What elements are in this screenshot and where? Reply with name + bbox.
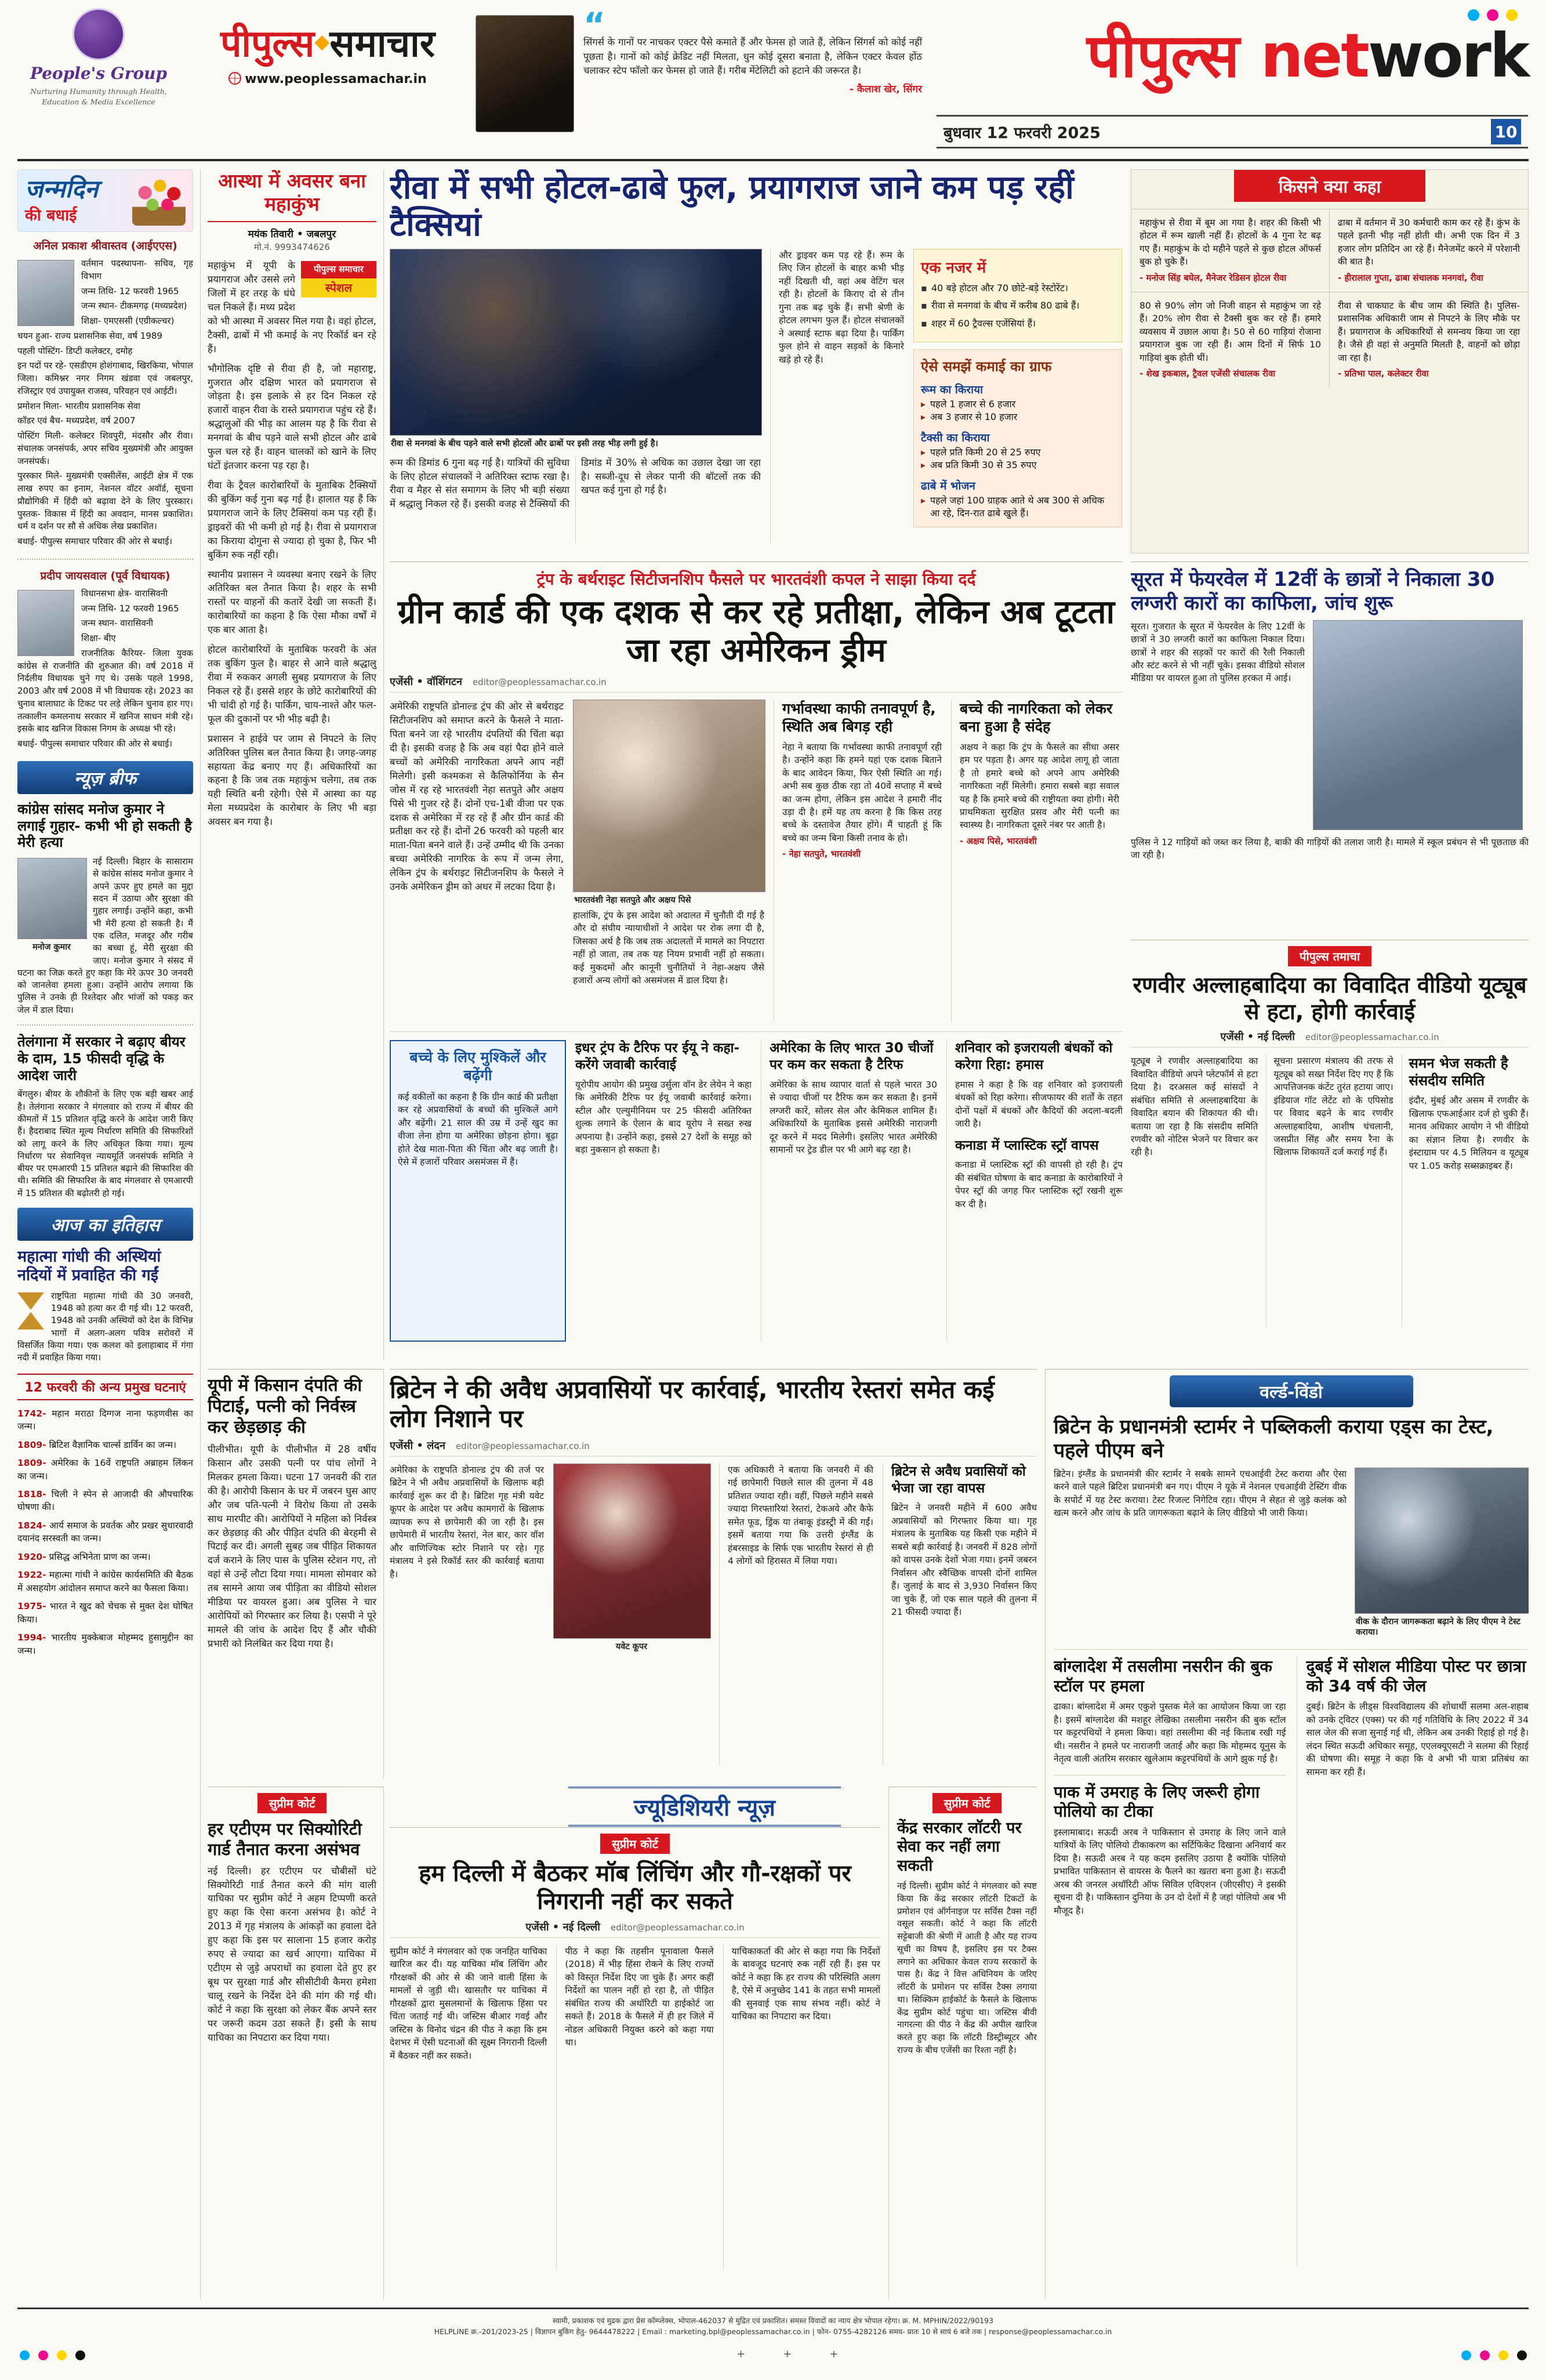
bangladesh-body: ढाका। बांग्लादेश में अमर एकुशे पुस्तक मेले का आयोजन किया जा रहा है। इसमें बांग्लादेश की मशहूर लेखिका तसलीमा नसरीन की बुक स्टॉल पर कट्टरपंथियों ने हमला किया। वहां तसलीमा की नई किताब रखी गई थी। नसरीन ने हमले पर नाराजगी जताई और कहा कि मोहम्मद यूनुस के नेतृत्व वाली अंतरिम सरकार खुलेआम कट्टरपंथियों के आगे झुक गई है।: [1054, 1701, 1286, 1765]
mahakumbh-byline: मयंक तिवारी • जबलपुर: [248, 229, 336, 241]
black-dot-icon: [1517, 2350, 1527, 2360]
related-item-body: हमास ने कहा है कि वह शनिवार को इजरायली बंधकों को रिहा करेगा। सीजफायर की शर्तों के तहत दोनों पक्षों में बंधकों और कैदियों की अदला-बदली जारी है।: [955, 1079, 1123, 1129]
footer-line-1: स्वामी, प्रकाशक एवं मुद्रक द्वारा प्रेस कॉम्प्लेक्स, भोपाल-462037 से मुद्रित एवं प्रकाशित। समस्त विवादों का न्याय क्षेत्र भोपाल रहेगा। क्र. M. MPHIN/2022/90193: [552, 2316, 994, 2325]
group-emblem-icon: [72, 8, 125, 60]
starmer-headline: ब्रिटेन के प्रधानमंत्री स्टार्मर ने पब्लिकली कराया एड्स का टेस्ट, पहले पीएम बने: [1054, 1415, 1494, 1462]
history-headline: महात्मा गांधी की अस्थियां नदियों में प्रवाहित की गईं: [17, 1248, 161, 1285]
issue-date: बुधवार 12 फरवरी 2025: [943, 124, 1101, 142]
special-badge: [301, 261, 376, 298]
judiciary-section-header: [568, 1787, 841, 1820]
surat-body-1: सूरत। गुजरात के सूरत में फेयरवेल के लिए 12वीं के छात्रों ने 30 लग्जरी कारों का काफिला निकाल दिया। छात्रों ने शहर की सड़कों पर कारों की रैली निकाली और स्टंट करने से भी नहीं चूके। इसका वीडियो सोशल मीडिया पर वायरल हुआ तो पुलिस हरकत में आई।: [1131, 621, 1305, 684]
birthday-detail: विधानसभा क्षेत्र- वारासिवनी: [81, 588, 168, 599]
cyan-dot-icon: [1461, 2350, 1471, 2360]
portrait-caption: मनोज कुमार: [32, 943, 71, 952]
singer-quote-text: सिंगर्स के गानों पर नाचकर एक्टर पैसे कमाते हैं और फेमस हो जाते हैं, लेकिन सिंगर्स को कोई नहीं पूछता है। गानों को कोई क्रेडिट नहीं मिलता, धुन कोई दूसरा बनाता है, लेकिन एक्टर केवल होंठ चलाकर स्टेप फॉलो कर फेमस हो जाते हैं। गरीब मेंटेलिटी को हटाने की जरूरत है।: [583, 36, 922, 77]
sub-attribution: - अक्षय पिसे, भारतवंशी: [960, 835, 1037, 846]
quote-text: 80 से 90% लोग जो निजी वाहन से महाकुंभ जा रहे हैं। 20% लोग रीवा से टैक्सी बुक कर रहे हैं। हमारे व्यवसाय में उछाल आया है। 50 से 60 गाड़ियां रोजाना प्रयागराज बुक जा रही हैं। आम दिनों में सिर्फ 10 गाड़ियां बुक होती थीं।: [1139, 300, 1321, 363]
child-difficulties-box: [390, 1040, 566, 1342]
graph-title: ऐसे समझें कमाई का ग्राफ: [921, 358, 1052, 375]
birthday-card: [17, 568, 193, 753]
history-event: [17, 1519, 193, 1545]
history-event: [17, 1439, 193, 1451]
britain-article: [390, 1369, 1037, 1778]
rewa-headline: रीवा में सभी होटल-ढाबे फुल, प्रयागराज जाने कम पड़ रहीं टैक्सियां: [390, 169, 1074, 244]
birthday-detail: चयन हुआ- राज्य प्रशासनिक सेवा, वर्ष 1989: [17, 330, 162, 341]
black-dot-icon: [75, 2350, 85, 2360]
divider: [17, 559, 193, 560]
britain-body-2: एक अधिकारी ने बताया कि जनवरी में की गई छापेमारी पिछले साल की तुलना में 48 प्रतिशत ज्यादा रही। वहीं, पिछले महीने सबसे ज्यादा गिरफ्तारियां रेस्तरां, टेकअवे और कैफे समेत फूड, ड्रिंक या तंबाकू इंडस्ट्री में की गईं। इसमें बताया गया कि उत्तरी इंग्लैंड के हंबरसाइड के सिर्फ एक भारतीय रेस्तरां से ही 4 लोगों को हिरासत में लिया गया।: [719, 1463, 873, 1765]
world-window-section: [1045, 1369, 1529, 2299]
cmyk-strip-right: [1461, 2349, 1533, 2360]
mob-lynching-article: [390, 1827, 880, 2299]
paper-logo: [191, 23, 464, 151]
pak-headline: पाक में उमराह के लिए जरूरी होगा पोलियो का टीका: [1054, 1782, 1260, 1821]
graph-line: ▸ पहले 1 हजार से 6 हजार: [921, 398, 1115, 411]
birthday-title-1: जन्मदिन: [25, 174, 99, 203]
registration-mark: +: [736, 2348, 746, 2360]
rewa-body-2: रूम की डिमांड 6 गुना बढ़ गई है। यात्रियों की सुविधा के लिए होटल संचालकों ने अतिरिक्त स्टाफ रखा है। रीवा व मैहर से संत समागम के लिए भी बड़ी संख्या में श्रद्धालु निकल रहे हैं। इसकी वजह से टैक्सियों की डिमांड में 30% से अधिक का उछाल देखा जा रहा है। सब्जी-दूध से लेकर पानी की बॉटलों तक की खपत कई गुना हो गई है।: [390, 457, 761, 510]
manoj-kumar-portrait: [17, 858, 87, 939]
starmer-test-photo: [1355, 1468, 1529, 1614]
left-column: [17, 169, 201, 2299]
birthday-detail: शिक्षा- बीए: [81, 633, 116, 643]
related-item-body: यूरोपीय आयोग की प्रमुख उर्सुला वॉन डेर लेयेन ने कहा कि अमेरिकी टैरिफ पर ईयू जवाबी कार्रवाई करेगा। स्टील और एल्युमीनियम पर 25 फीसदी अतिरिक्त शुल्क लगाने के ऐलान के बाद यूरोप ने सख्त रुख अपनाया है। उन्होंने कहा, इससे 27 देशों के समूह को बड़ा नुकसान हो सकता है।: [575, 1079, 752, 1155]
luxury-cars-photo: [1313, 620, 1523, 830]
birthday-detail: राजनीतिक कैरियर- जिला युवक कांग्रेस से राजनीति की शुरुआत की। वर्ष 2018 में निर्दलीय विधायक चुने गए थे। उसके पहले 1998, 2003 और वर्ष 2008 में भी विधायक रहे। 2023 का चुनाव बालाघाट के टिकट पर लड़े लेकिन चुनाव हार गए। तत्कालीन कमलनाथ सरकार में खनिज साधन मंत्री रहे। इसके बाद खनिज विकास निगम के अध्यक्ष भी रहे।: [17, 647, 193, 734]
birthday-person-photo: [17, 260, 74, 326]
brief-headline: कांग्रेस सांसद मनोज कुमार ने लगाई गुहार- कभी भी हो सकती है मेरी हत्या: [17, 800, 193, 851]
graph-line: ▸ अब प्रति किमी 30 से 35 रुपए: [921, 459, 1115, 472]
special-badge-top: पीपुल्स समाचार: [301, 261, 376, 278]
mahakumbh-body: होटल कारोबारियों के मुताबिक फरवरी के अंत तक बुकिंग फुल है। बाहर से आने वाले श्रद्धालु रीवा में रुककर अगली सुबह प्रयागराज के लिए निकल रहे हैं। इससे शहर के छोटे कारोबारियों की भी चांदी हो गई है। पार्किंग, चाय-नाश्ते और फल-फूल की दुकानों पर भी भीड़ बढ़ी है।: [208, 644, 376, 724]
cmyk-strip-left: [20, 2349, 91, 2360]
at-a-glance-box: [913, 249, 1122, 342]
graph-line: ▸ अब 3 हजार से 10 हजार: [921, 411, 1115, 423]
brief-body: बेंगलुरु। बीयर के शौकीनों के लिए एक बड़ी खबर आई है। तेलंगाना सरकार ने मंगलवार को राज्य में बीयर की कीमतों में 15 प्रतिशत वृद्धि करने के आदेश जारी किए हैं। हैदराबाद स्थित मूल्य निर्धारण समिति की सिफारिशों को लागू करने के लिए अधिकृत किया गया। मूल्य निर्धारण पर सेवानिवृत्त न्यायमूर्ति जनसंपर्क समिति ने बीयर पर एमआरपी 15 प्रतिशत बढ़ाने की सिफारिश की थी। समिति की सिफारिश के बाद मंगलवार से एमआरपी में 15 प्रतिशत की बढ़ोतरी हो गई।: [17, 1089, 193, 1198]
pak-body: इस्लामाबाद। सऊदी अरब ने पाकिस्तान से उमराह के लिए जाने वाले यात्रियों के लिए पोलियो टीकाकरण का सर्टिफिकेट दिखाना अनिवार्य कर दिया है। सऊदी अरब ने यह कदम इसलिए उठाया है क्योंकि पोलियो प्रभावित पाकिस्तान से वायरस के फैलने का खतरा बना हुआ है। सऊदी अरब की जनरल अथॉरिटी ऑफ सिविल एविएशन (जीएसीए) ने इसकी सूचना दी है। पाकिस्तान दुनिया के उन दो देशों में है जहां पोलियो अब भी मौजूद है।: [1054, 1827, 1286, 1916]
mob-email[interactable]: editor@peoplessamachar.co.in: [610, 1922, 745, 1933]
birthday-detail: प्रमोशन मिला- भारतीय प्रशासनिक सेवा: [17, 400, 140, 411]
page-number-badge: 10: [1491, 119, 1521, 144]
history-subsection-title: 12 फरवरी की अन्य प्रमुख घटनाएं: [17, 1374, 193, 1400]
green-card-headline: ग्रीन कार्ड की एक दशक से कर रहे प्रतीक्षा, लेकिन अब टूटता जा रहा अमेरिकन ड्रीम: [397, 593, 1115, 670]
event-year: 1922-: [17, 1570, 46, 1581]
event-text: महात्मा गांधी ने कांग्रेस कार्यसमिति की बैठक में असहयोग आंदोलन समाप्त करने का फैसला किया।: [17, 1570, 193, 1593]
britain-photo-cell: [553, 1463, 710, 1765]
related-item-body: अमेरिका के साथ व्यापार वार्ता से पहले भारत 30 से ज्यादा चीजों पर टैरिफ कम कर सकता है। इनमें लग्जरी कारें, सोलर सेल और केमिकल शामिल हैं। अधिकारियों के मुताबिक इससे अमेरिकी नाराजगी दूर करने में मदद मिलेगी। इसलिए भारत अमेरिकी सामानों पर ट्रेड डील पर भी आगे बढ़ रहा है।: [770, 1079, 937, 1155]
yellow-dot-icon: [1498, 2350, 1508, 2360]
hourglass-icon: [17, 1292, 44, 1330]
birthday-detail: जन्म स्थान- वारासिवनी: [81, 618, 153, 629]
quote-card: [1131, 292, 1330, 387]
green-card-byline: एजेंसी • वॉशिंगटन: [390, 676, 462, 689]
ranveer-body-2: सूचना प्रसारण मंत्रालय की तरफ से यूट्यूब को सख्त निर्देश दिए गए हैं कि आपत्तिजनक कंटेंट तुरंत हटाया जाए। इंडियाज गॉट लेटेंट शो के एपिसोड पर विवाद बढ़ने के बाद रणवीर अल्लाहबादिया, आशीष चंचलानी, जसप्रीत सिंह और समय रैना के खिलाफ शिकायतें दर्ज कराई गई हैं।: [1266, 1055, 1393, 1327]
singer-attribution: - कैलाश खेर, सिंगर: [849, 84, 922, 96]
history-event: [17, 1407, 193, 1433]
history-event: [17, 1631, 193, 1657]
ranveer-email[interactable]: editor@peoplessamachar.co.in: [1305, 1032, 1439, 1043]
event-text: चिली ने स्पेन से आजादी की औपचारिक घोषणा की।: [17, 1488, 193, 1513]
mahakumbh-body: महाकुंभ में यूपी के प्रयागराज और उससे लगे जिलों में हर तरह के धंधे चल निकले हैं। मध्य प्रदेश को भी आस्था में अवसर मिल गया है। वहां होटल, टैक्सी, ढाबों में भी कमाई के नए रिकॉर्ड बन रहे हैं।: [208, 260, 376, 354]
quote-card: [1131, 209, 1330, 292]
masthead-work: work: [1368, 20, 1528, 91]
box-body: कई वकीलों का कहना है कि ग्रीन कार्ड की प्रतीक्षा कर रहे अप्रवासियों के बच्चों की मुश्किलें आगे और बढ़ेंगी। 21 साल की उम्र में उन्हें खुद का वीजा लेना होगा या अमेरिका छोड़ना होगा। बूढ़ा होते देख माता-पिता की चिंता और बढ़ जाती है। ऐसे में हजारों परिवार असमंजस में हैं।: [398, 1091, 558, 1167]
mahakumbh-article: [208, 169, 384, 1360]
history-body: राष्ट्रपिता महात्मा गांधी की 30 जनवरी, 1948 को हत्या कर दी गई थी। 12 फरवरी, 1948 को उनकी अस्थियों को देश के विभिन्न भागों में अलग-अलग पवित्र सरोवरों में विसर्जित किया गया। एक कलश को इलाहाबाद में गंगा नदी में प्रवाहित किया गया।: [17, 1290, 193, 1363]
yvette-photo-caption: यवेट कूपर: [615, 1642, 648, 1651]
event-year: 1809-: [17, 1458, 46, 1469]
related-item-headline: शनिवार को इजरायली बंधकों को करेगा रिहा: हमास: [955, 1041, 1113, 1073]
birthday-detail: इन पदों पर रहे- एसडीएम होशंगाबाद, खिरकिया, भोपाल जिला। कमिश्नर नगर निगम खंडवा एवं जबलपुर, रजिस्ट्रार एवं उपायुक्त राजस्व, परिवहन एवं आईटी।: [17, 360, 193, 396]
ranveer-article: [1131, 940, 1529, 1360]
green-card-para-2: हालांकि, ट्रंप के इस आदेश को अदालत में चुनौती दी गई है और दो संघीय न्यायाधीशों ने आदेश पर रोक लगा दी है, जिसका अर्थ है कि जब तक अदालतों में मामले का निपटारा नहीं हो जाता, तब तक यह नियम प्रभावी नहीं हो सकता। कई मुकदमों और कानूनी चुनौतियों ने नेहा-अक्षय जैसे हजारों अन्य लोगों को असमंजस में डाल दिया है।: [573, 910, 764, 986]
judiciary-title: ज्यूडिशियरी न्यूज़: [568, 1787, 841, 1827]
atm-headline: हर एटीएम पर सिक्योरिटी गार्ड तैनात करना असंभव: [208, 1819, 362, 1859]
event-text: ब्रिटिश वैज्ञानिक चार्ल्स डार्विन का जन्म।: [49, 1439, 177, 1450]
event-text: भारतीय मुक्केबाज मोहम्मद हुसामुद्दीन का जन्म।: [17, 1632, 193, 1656]
rewa-article: [390, 169, 1123, 553]
pak-article: [1054, 1775, 1286, 1917]
website-link[interactable]: www.peoplessamachar.in: [245, 71, 427, 86]
event-text: अमेरिका के 16वें राष्ट्रपति अब्राहम लिंकन का जन्म।: [17, 1458, 193, 1481]
birthday-person-name: प्रदीप जायसवाल (पूर्व विधायक): [40, 569, 170, 582]
graph-line: ▸ पहले जहां 100 ग्राहक आते थे अब 300 से अधिक आ रहे, दिन-रात ढाबे खुले हैं।: [921, 494, 1115, 520]
birthday-person-photo: [17, 590, 74, 656]
paper-name-2: समाचार: [329, 23, 435, 66]
masthead-hindi: पीपुल्स: [1086, 20, 1240, 91]
footer-imprint: [116, 2316, 1430, 2338]
who-said-what-box: [1131, 169, 1529, 553]
event-text: महान मराठा दिग्गज नाना फड़णवीस का जन्म।: [17, 1408, 193, 1432]
news-brief-item: [17, 1034, 193, 1200]
starmer-photo-caption: वीक के दौरान जागरूकता बढ़ाने के लिए पीएम ने टेस्ट कराया।: [1356, 1617, 1520, 1638]
footer-rule: [17, 2307, 1529, 2309]
yellow-dot-icon: [57, 2350, 67, 2360]
history-event: [17, 1600, 193, 1626]
box-title: बच्चे के लिए मुश्किलें और बढ़ेंगी: [409, 1049, 546, 1084]
britain-email[interactable]: editor@peoplessamachar.co.in: [455, 1440, 590, 1451]
mahakumbh-body: स्थानीय प्रशासन ने व्यवस्था बनाए रखने के लिए अतिरिक्त बल तैनात किया है। शहर के सभी रास्तों पर वाहनों की कतारें देखी जा सकती हैं। कारोबारियों का कहना है कि ऐसा मौका वर्षों में एक बार आता है।: [208, 568, 376, 636]
earnings-graph-box: [913, 349, 1122, 527]
atm-article: [208, 1787, 384, 2299]
header-rule: [17, 159, 1529, 161]
registration-mark: +: [829, 2348, 839, 2360]
birthday-detail: पुरस्कार मिले- मुख्यमंत्री एक्सीलेंस, आईटी क्षेत्र में एक लाख रुपए का इनाम, नेशनल वॉटर अवॉर्ड, सूचना प्रौद्योगिकी में हिंदी को बढ़ावा देने के लिए पुरस्कार। पुस्तक- विकास में हिंदी का अवदान, मानस प्रकाशित। धर्म व दर्शन पर सौ से अधिक लेख प्रकाशित।: [17, 470, 193, 532]
supreme-court-badge: सुप्रीम कोर्ट: [600, 1834, 670, 1854]
supreme-court-badge: सुप्रीम कोर्ट: [257, 1793, 327, 1813]
couple-photo-caption: भारतवंशी नेहा सतपुते और अक्षय पिसे: [574, 896, 691, 905]
mahakumbh-body: रीवा के ट्रैवल कारोबारियों के मुताबिक टैक्सियों की बुकिंग कई गुना बढ़ गई है। हालात यह हैं कि प्रयागराज जाने के लिए टैक्सियां कम पड़ रही हैं। ड्राइवरों की भी कमी हो गई है। रीवा से प्रयागराज का किराया दोगुना से ज्यादा हो चुका है, फिर भी बुकिंग रुक नहीं रही।: [208, 480, 376, 560]
graph-section-title: टैक्सी का किराया: [921, 431, 990, 444]
singer-photo: [476, 15, 574, 132]
starmer-article: [1054, 1415, 1529, 1641]
surat-article: [1131, 562, 1529, 933]
graph-line: ▸ पहले प्रति किमी 20 से 25 रुपए: [921, 446, 1115, 459]
surat-body-2: पुलिस ने 12 गाड़ियों को जब्त कर लिया है, बाकी की गाड़ियों की तलाश जारी है। मामले में स्कूल प्रबंधन से भी पूछताछ की जा रही है।: [1131, 836, 1529, 861]
ranveer-byline: एजेंसी • नई दिल्ली: [1220, 1031, 1295, 1044]
britain-byline: एजेंसी • लंदन: [390, 1439, 445, 1452]
green-card-email[interactable]: editor@peoplessamachar.co.in: [472, 677, 607, 688]
paper-name-1: पीपुल्स: [220, 23, 315, 66]
related-item-body: कनाडा में प्लास्टिक स्ट्रॉ की वापसी हो रही है। ट्रंप की संबंधित घोषणा के बाद कनाडा के कारोबारियों ने पेपर स्ट्रॉ की जगह फिर प्लास्टिक स्ट्रॉ रखनी शुरू कर दी है।: [955, 1160, 1123, 1209]
graph-section-title: रूम का किराया: [921, 383, 984, 396]
mahakumbh-phone: मो.नं. 9993474626: [254, 242, 330, 253]
birthday-detail: बधाई- पीपुल्स समाचार परिवार की ओर से बधाई।: [17, 536, 173, 546]
birthday-detail: जन्म स्थान- टीकमगढ़ (मध्यप्रदेश): [81, 300, 187, 311]
registration-marks: [719, 2348, 855, 2360]
birthday-detail: जन्म तिथि- 12 फरवरी 1965: [81, 285, 179, 296]
birthday-section-header: [17, 169, 193, 232]
masthead-net: net: [1260, 20, 1369, 91]
glance-item: ▪ शहर में 60 ट्रैवल्स एजेंसियां हैं।: [921, 317, 1115, 330]
dubai-headline: दुबई में सोशल मीडिया पोस्ट पर छात्रा को 34 वर्ष की जेल: [1306, 1657, 1526, 1696]
glance-title: एक नजर में: [921, 259, 986, 277]
event-year: 1994-: [17, 1632, 46, 1643]
mahakumbh-headline: आस्था में अवसर बना महाकुंभ: [208, 169, 376, 222]
event-text: प्रसिद्ध अभिनेता प्राण का जन्म।: [49, 1551, 151, 1562]
mob-body-1: सुप्रीम कोर्ट ने मंगलवार को एक जनहित याचिका खारिज कर दी। यह याचिका मॉब लिंचिंग और गौरक्षकों की ओर से की जाने वाली हिंसा के मामलों से जुड़ी थी। खासतौर पर याचिका में गौरक्षकों द्वारा मुसलमानों के खिलाफ हिंसा पर चिंता जताई गई थी। जस्टिस बीआर गवई और जस्टिस के विनोद चंद्रन की पीठ ने कहा कि हम देशभर में ऐसी घटनाओं की सूक्ष्म निगरानी दिल्ली में बैठकर नहीं कर सकते।: [390, 1946, 547, 2061]
birthday-detail: बधाई- पीपुल्स समाचार परिवार की ओर से बधाई।: [17, 738, 173, 749]
britain-sub-headline: ब्रिटेन से अवैध प्रवासियों को भेजा जा रहा वापस: [891, 1463, 1026, 1496]
diamond-icon: ◆: [314, 30, 330, 53]
quote-text: रीवा से चाकघाट के बीच जाम की स्थिति है। पुलिस-प्रशासनिक अधिकारी जाम से निपटने के लिए मौके पर हैं। प्रयागराज के अधिकारियों से समन्वय किया जा रहा है। जैसे ही वहां से अनुमति मिलती है, वाहनों को छोड़ा जा रहा है।: [1338, 300, 1520, 363]
ranveer-sub-cell: [1402, 1055, 1529, 1327]
hotel-photo-caption: रीवा से मनगवां के बीच पड़ने वाले सभी होटलों और ढाबों पर इसी तरह भीड़ लगी हुई है।: [391, 439, 658, 448]
quote-attribution: - मनोज सिंह बघेल, मैनेजर रेडिसन होटल रीवा: [1139, 272, 1287, 283]
glance-item: ▪ 40 बड़े होटल और 70 छोटे-बड़े रेस्टोरेंट।: [921, 282, 1115, 295]
farmer-headline: यूपी में किसान दंपति की पिटाई, पत्नी को निर्वस्त्र कर छेड़छाड़ की: [208, 1375, 362, 1437]
birthday-detail: जन्म तिथि- 12 फरवरी 1965: [81, 603, 179, 614]
brief-headline: तेलंगाना में सरकार ने बढ़ाए बीयर के दाम, 15 फीसदी वृद्धि के आदेश जारी: [17, 1034, 186, 1084]
history-events-list: [17, 1407, 193, 1658]
event-text: आर्य समाज के प्रवर्तक और प्रखर सुधारवादी दयानंद सरस्वती का जन्म।: [17, 1520, 194, 1544]
cyan-dot-icon: [1468, 9, 1479, 21]
quote-card: [1330, 209, 1528, 292]
britain-sub-body: ब्रिटेन ने जनवरी महीने में 600 अवैध अप्रवासियों को गिरफ्तार किया था। गृह मंत्रालय के मुताबिक यह किसी एक महीने में सबसे बड़ी कार्रवाई है। जनवरी में 828 लोगों को वापस उनके देशों भेजा गया। इनमें जबरन निर्वासन और स्वैच्छिक वापसी दोनों शामिल हैं। जुलाई के बाद से 3,930 निर्वासन किए जा चुके हैं, जो एक साल पहले की तुलना में 21 फीसदी ज्यादा हैं।: [891, 1502, 1037, 1618]
mahakumbh-body: प्रशासन ने हाईवे पर जाम से निपटने के लिए अतिरिक्त पुलिस बल तैनात किया है। जगह-जगह सहायता केंद्र बनाए गए हैं। अधिकारियों का कहना है कि जब तक महाकुंभ चलेगा, तब तक यही स्थिति बनी रहेगी। ऐसे में आस्था का यह मेला मध्यप्रदेश के कारोबार के लिए भी बड़ा अवसर बन गया है।: [208, 733, 376, 828]
farmer-article: [208, 1369, 384, 1778]
quote-card: [1330, 292, 1528, 387]
magenta-dot-icon: [38, 2350, 48, 2360]
bangladesh-headline: बांग्लादेश में तसलीमा नसरीन की बुक स्टॉल पर हमला: [1054, 1657, 1272, 1696]
related-item: [946, 1040, 1123, 1342]
event-year: 1818-: [17, 1488, 46, 1499]
mob-body-2: पीठ ने कहा कि तहसीन पूनावाला फैसले (2018) में भीड़ हिंसा रोकने के लिए राज्यों को विस्तृत निर्देश दिए जा चुके हैं। अगर कहीं निर्देशों का पालन नहीं हो रहा है, तो पीड़ित संबंधित राज्य की अथॉरिटी या हाईकोर्ट जा सकते हैं। 2018 के फैसले में ही हर जिले में नोडल अधिकारी नियुक्त करने को कहा गया था।: [556, 1945, 713, 2270]
event-year: 1809-: [17, 1439, 46, 1450]
green-card-lead: अमेरिकी राष्ट्रपति डोनाल्ड ट्रंप की ओर से बर्थराइट सिटीजनशिप को समाप्त करने के फैसले ने माता-पिता बनने जा रहे भारतीय दंपतियों की चिंता बढ़ा दी है। इसकी वजह है कि अब वहां पैदा होने वाले बच्चों को अमेरिकी नागरिकता अपने आप नहीं मिलेगी। इसी कश्मकश से कैलिफोर्निया के सैन जोस में रह रहे भारतवंशी नेहा सतपुते और अक्षय पिसे भी गुजर रहे हैं। दोनों एच-1बी वीजा पर एक दशक से अमेरिका में रह रहे हैं और ग्रीन कार्ड की प्रतीक्षा कर रहे हैं। दोनों 26 फरवरी को पहली बार माता-पिता बनने वाले हैं। उन्हें उम्मीद थी कि उनका बच्चा अमेरिकी नागरिक के रूप में जन्म लेगा, लेकिन ट्रंप के बर्थराइट सिटीजनशिप के फैसले ने उनके अमेरिकन ड्रीम को अधर में लटका दिया है।: [390, 701, 564, 893]
related-item-headline: इधर ट्रंप के टैरिफ पर ईयू ने कहा- करेंगे जवाबी कार्रवाई: [575, 1041, 740, 1073]
event-year: 1975-: [17, 1601, 46, 1612]
event-text: भारत ने खुद को चेचक से मुक्त देश घोषित किया।: [17, 1601, 193, 1625]
rewa-body-1: और ड्राइवर कम पड़ रहे हैं। रूम के लिए जिन होटलों के बाहर कभी भीड़ नहीं दिखती थी, वहां अब वेटिंग चल रही है। होटलों के किराए दो से तीन गुना तक बढ़ चुके हैं। सभी श्रेणी के होटल लगभग फुल हैं। होटल संचालकों ने अस्थाई स्टाफ बढ़ा दिया है। पार्किंग फुल होने से वाहन सड़कों के किनारे खड़े हो रहे हैं।: [779, 249, 904, 365]
globe-icon: [228, 72, 241, 85]
history-section-header: आज का इतिहास: [17, 1208, 193, 1241]
history-event: [17, 1551, 193, 1563]
peoples-group-logo: [17, 8, 180, 153]
cyan-dot-icon: [20, 2350, 30, 2360]
bangladesh-article: [1054, 1657, 1286, 1766]
related-item: [575, 1040, 752, 1342]
starmer-body: ब्रिटेन। इंग्लैंड के प्रधानमंत्री कीर स्टार्मर ने सबके सामने एचआईवी टेस्ट कराया और ऐसा करने वाले पहले ब्रिटिश प्रधानमंत्री बन गए। पीएम ने यूके में नेशनल एचआईवी टेस्टिंग वीक के सपोर्ट में यह टेस्ट कराया। टेस्ट रिजल्ट निगेटिव रहा। पीएम ने सेहत से जुड़े कलंक को खत्म करने और जांच के प्रति जागरूकता बढ़ाने के लिए वीडियो भी जारी किया।: [1054, 1468, 1347, 1518]
yvette-cooper-photo: [553, 1463, 711, 1639]
divider: [17, 1024, 193, 1026]
group-name: People's Group: [30, 64, 168, 83]
news-brief-section-header: न्यूज़ ब्रीफ: [17, 761, 193, 794]
footer-line-2: HELPLINE क्र.-201/2023-25 | विज्ञापन बुकिंग हेतु- 9644478222 | Email : marketing.bpl@peoplessamachar.co.in | फोन- 0755-4282126 समय- प्रातः 10 से सायं 6 बजे तक | response@peoplessamachar.co.in: [434, 2327, 1112, 2336]
masthead: [937, 9, 1528, 109]
yellow-dot-icon: [1506, 9, 1518, 21]
birthday-detail: वर्तमान पदस्थापना- सचिव, गृह विभाग: [81, 258, 193, 281]
news-brief-item: [17, 801, 193, 1016]
britain-headline: ब्रिटेन ने की अवैध अप्रवासियों पर कार्रवाई, भारतीय रेस्तरां समेत कई लोग निशाने पर: [390, 1375, 995, 1433]
lottery-body: नई दिल्ली। सुप्रीम कोर्ट ने मंगलवार को स्पष्ट किया कि केंद्र सरकार लॉटरी टिकटों के प्रमोशन एवं ऑर्गनाइज पर सर्विस टैक्स नहीं वसूल सकती। कोर्ट ने कहा कि लॉटरी सट्टेबाजी की श्रेणी में आती है और यह राज्य सूची का विषय है, इसलिए इस पर टैक्स लगाने का अधिकार केवल राज्य सरकारों के पास है। केंद्र ने वित्त अधिनियम के जरिए लॉटरी के प्रमोशन पर सर्विस टैक्स लगाया था। सिक्किम हाईकोर्ट के फैसले के खिलाफ केंद्र सुप्रीम कोर्ट पहुंचा था। जस्टिस बीवी नागरत्ना की पीठ ने केंद्र की अपील खारिज करते हुए कहा कि लॉटरी डिस्ट्रीब्यूटर और राज्य के बीच एजेंसी का रिश्ता नहीं है।: [897, 1881, 1037, 2055]
quote-text: ढाबा में वर्तमान में 30 कर्मचारी काम कर रहे हैं। कुंभ के पहले इतनी भीड़ नहीं होती थी। अभी एक दिन में 3 हजार लोग प्रतिदिन आ रहे हैं। मैनेजमेंट करने में परेशानी की बात है।: [1338, 218, 1520, 267]
glance-item: ▪ रीवा से मनगवां के बीच में करीब 80 ढाबे हैं।: [921, 299, 1115, 312]
related-item-headline: अमेरिका के लिए भारत 30 चीजों पर कम कर सकता है टैरिफ: [770, 1041, 934, 1073]
sub-body: अक्षय ने कहा कि ट्रंप के फैसले का सीधा असर हम पर पड़ता है। अगर यह आदेश लागू हो जाता है तो हमारे बच्चे को अपने आप अमेरिकी नागरिकता नहीं मिलेगी। हमारा सबसे बड़ा सवाल यह है कि हमारे बच्चे की राष्ट्रीयता क्या होगी। मेरी प्राथमिकता सुरक्षित प्रसव और मेरी पत्नी का स्वास्थ्य है। नागरिकता दूसरे नंबर पर आती है।: [960, 741, 1119, 831]
mob-body-3: याचिकाकर्ता की ओर से कहा गया कि निर्देशों के बावजूद घटनाएं रुक नहीं रही हैं। इस पर कोर्ट ने कहा कि हर राज्य की परिस्थिति अलग है, ऐसे में अनुच्छेद 141 के तहत सभी मामलों की सुनवाई एक साथ संभव नहीं। कोर्ट ने याचिका का निपटारा कर दिया।: [723, 1945, 880, 2270]
green-card-photo-cell: [573, 700, 764, 1022]
farmer-body: पीलीभीत। यूपी के पीलीभीत में 28 वर्षीय किसान और उसकी पत्नी पर पांच लोगों ने मिलकर हमला किया। घटना 17 जनवरी की रात की है। आरोपी किसान के घर में जबरन घुस आए और जब पति-पत्नी ने विरोध किया तो उसके साथ मारपीट की। आरोपियों ने महिला को निर्वस्त्र कर छेड़छाड़ की और पीड़ित दंपति की बेरहमी से पिटाई कर दी। अगली सुबह जब पीड़ित शिकायत दर्ज कराने के लिए पास के पुलिस स्टेशन गए, तो वहां से उन्हें लौटा दिया गया। मामला सोमवार को तब सामने आया जब पीड़िता का वीडियो सोशल मीडिया पर वायरल हुआ। अब पुलिस ने चार आरोपियों को गिरफ्तार कर लिया है। एसपी ने पूरे मामले की जांच के आदेश दिए हैं और चौकी प्रभारी को निलंबित कर दिया गया है।: [208, 1444, 376, 1649]
supreme-court-badge: सुप्रीम कोर्ट: [932, 1793, 1002, 1813]
history-event: [17, 1568, 193, 1595]
special-badge-bottom: स्पेशल: [301, 278, 376, 298]
history-item: [17, 1248, 193, 1364]
group-tagline: Nurturing Humanity through Health, Education & Media Excellence: [30, 87, 167, 106]
flower-basket-image: [132, 176, 186, 226]
sub-headline: बच्चे की नागरिकता को लेकर बना हुआ है संदेह: [960, 700, 1113, 736]
related-item-headline: कनाडा में प्लास्टिक स्ट्रॉ वापस: [955, 1138, 1099, 1153]
birthday-detail: पोस्टिंग मिली- कलेक्टर शिवपुरी, मंदसौर और रीवा। संचालक जनसंपर्क, अपर सचिव मुख्यमंत्री और आयुक्त जनसंपर्क।: [17, 430, 193, 466]
birthday-detail: कॉडर एवं बैच- मध्यप्रदेश, वर्ष 2007: [17, 415, 136, 426]
dubai-body: दुबई। ब्रिटेन के लीड्स विश्वविद्यालय की शोधार्थी सलमा अल-शहाब को उनके ट्विटर (एक्स) पर की गई गतिविधि के लिए 2022 में 34 साल जेल की सजा सुनाई गई थी, लेकिन अब उनकी रिहाई हो गई है। लंदन स्थित सऊदी अधिकार समूह, एएलक्यूएसटी ने सलमा की रिहाई की घोषणा की। समूह ने कहा कि वे अभी भी यात्रा प्रतिबंध का सामना कर रही हैं।: [1306, 1701, 1529, 1777]
britain-sub-cell: [883, 1463, 1037, 1765]
quote-text: महाकुंभ से रीवा में बूम आ गया है। शहर की किसी भी होटल में रूम खाली नहीं हैं। होटलों के 4 गुना रेट बढ़ गए हैं। महाकुंभ के दो महीने पहले से कुछ होटल ऑफर्स बुक हो चुके हैं।: [1139, 218, 1321, 267]
atm-body: नई दिल्ली। हर एटीएम पर चौबीसों घंटे सिक्योरिटी गार्ड तैनात करने की मांग वाली याचिका पर सुप्रीम कोर्ट ने अहम टिप्पणी करते हुए कहा कि ऐसा करना असंभव है। कोर्ट ने 2013 में गृह मंत्रालय के आंकड़ों का हवाला देते हुए कहा कि इस पर सालाना 15 हजार करोड़ रुपए से ज्यादा का खर्च आएगा। याचिका में एटीएम से जुड़े अपराधों का हवाला देते हुए हर बूथ पर सुरक्षा गार्ड और सीसीटीवी कैमरा हमेशा चालू रखने के निर्देश देने की मांग की गई थी। कोर्ट ने कहा कि सुरक्षा को लेकर बैंक अपने स्तर पर जरूरी कदम उठा सकते हैं। इसी के साथ याचिका का निपटारा कर दिया गया।: [208, 1865, 376, 2043]
event-year: 1920-: [17, 1551, 46, 1562]
quote-icon: “: [583, 5, 606, 45]
sub-attribution: - नेहा सतपुते, भारतवंशी: [782, 849, 861, 860]
dubai-article: [1307, 1657, 1529, 1778]
magenta-dot-icon: [1480, 2350, 1490, 2360]
graph-section-title: ढाबे में भोजन: [921, 479, 975, 492]
ranveer-body-3: इंदौर, मुंबई और असम में रणवीर के खिलाफ एफआईआर दर्ज हो चुकी हैं। मानव अधिकार आयोग ने भी वीडियो का संज्ञान लिया है। रणवीर के इंस्टाग्राम पर 4.5 मिलियन व यूट्यूब पर 1.05 करोड़ सब्सक्राइबर हैं।: [1409, 1095, 1529, 1171]
brief-body: नई दिल्ली। बिहार के सासाराम से कांग्रेस सांसद मनोज कुमार ने अपने ऊपर हुए हमले का मुद्दा सदन में उठाया और सुरक्षा की गुहार लगाई। उन्होंने कहा, कभी भी मेरी हत्या हो सकती है। मैं एक दलित, मजदूर और गरीब का बच्चा हूं, मेरी सुरक्षा की जाए। मनोज कुमार ने संसद में घटना का जिक्र करते हुए कहा कि मेरे ऊपर 30 जनवरी को जानलेवा हमला हुआ। उन्होंने आरोप लगाया कि पुलिस ने उनके ही रिश्तेदार और भांजों को पकड़ कर जेल में डाल दिया।: [17, 856, 193, 1015]
peoples-tamacha-badge: पीपुल्स तमाचा: [1288, 946, 1371, 966]
hotel-crowd-photo: [390, 249, 762, 436]
mahakumbh-body: भौगोलिक दृष्टि से रीवा ही है, जो महाराष्ट्र, गुजरात और दक्षिण भारत को प्रयागराज से जोड़ता है। इस इलाके से हर दिन निकल रहे हजारों वाहन रीवा के रास्ते प्रयागराज पहुंच रहे हैं। श्रद्धालुओं की भीड़ का आलम यह है कि रीवा से मनगवां के बीच पड़ने वाले सभी होटल और ढाबे फुल चल रहे हैं। वाहन चालकों को खाने के लिए घंटों इंतजार करना पड़ रहा है।: [208, 363, 376, 472]
quote-attribution: - शेख इकबाल, ट्रैवल एजेंसी संचालक रीवा: [1139, 368, 1276, 379]
green-card-strap: ट्रंप के बर्थराइट सिटीजनशिप फैसले पर भारतवंशी कपल ने साझा किया दर्द: [536, 570, 976, 589]
sub-body: नेहा ने बताया कि गर्भावस्था काफी तनावपूर्ण रही है। उन्होंने कहा कि हमने यहां एक दशक बिताने के बाद आवेदन किया, फिर ऐसी स्थिति आ गई। अभी सब कुछ ठीक रहा तो 40वें सप्ताह में बच्चे का जन्म होगा, लेकिन इस आदेश ने हमारी नींद उड़ा दी है। हमें यह तय करना है कि किस तरह बच्चे के दस्तावेज तैयार होंगे। मैं चाहती हूं कि बच्चे का जन्म बिना किसी तनाव के हो।: [782, 741, 942, 843]
birthday-card: [17, 238, 193, 550]
event-year: 1742-: [17, 1408, 46, 1419]
green-card-article: [390, 562, 1123, 1360]
quote-attribution: - प्रतिभा पाल, कलेक्टर रीवा: [1338, 368, 1429, 379]
mob-headline: हम दिल्ली में बैठकर मॉब लिंचिंग और गौ-रक्षकों पर निगरानी नहीं कर सकते: [419, 1860, 851, 1915]
registration-mark: +: [783, 2348, 792, 2360]
event-year: 1824-: [17, 1520, 46, 1531]
birthday-detail: पहली पोस्टिंग- डिप्टी कलेक्टर, दमोह: [17, 345, 133, 356]
magenta-dot-icon: [1487, 9, 1498, 21]
ranveer-body-1: यूट्यूब ने रणवीर अल्लाहबादिया का विवादित वीडियो अपने प्लेटफॉर्म से हटा दिया है। दरअसल कई सांसदों ने संबंधित समिति से अल्लाहबादिया के विवादित बयान की शिकायत की थी। बताया जा रहा है कि संसदीय समिति रणवीर को नोटिस भेजने पर विचार कर रही है।: [1131, 1056, 1258, 1158]
related-item: [761, 1040, 937, 1342]
ranveer-headline: रणवीर अल्लाहबादिया का विवादित वीडियो यूट्यूब से हटा, होगी कार्रवाई: [1133, 972, 1527, 1024]
sub-headline: गर्भावस्था काफी तनावपूर्ण है, स्थिति अब बिगड़ रही: [782, 700, 936, 736]
green-card-sub-1: [774, 700, 942, 1022]
world-window-header: वर्ल्ड-विंडो: [1170, 1375, 1413, 1407]
surat-headline: सूरत में फेयरवेल में 12वीं के छात्रों ने निकाला 30 लग्जरी कारों का काफिला, जांच शुरू: [1131, 568, 1495, 615]
couple-photo: [573, 700, 765, 892]
birthday-title-2: की बधाई: [25, 206, 77, 224]
singer-quote-block: [476, 5, 922, 152]
history-event: [17, 1457, 193, 1483]
date-bar: [937, 115, 1528, 148]
birthday-person-name: अनिल प्रकाश श्रीवास्तव (आईएएस): [33, 240, 177, 252]
lottery-headline: केंद्र सरकार लॉटरी पर सेवा कर नहीं लगा सकती: [897, 1819, 1022, 1875]
quote-attribution: - हीरालाल गुप्ता, ढाबा संचालक मनगवां, रीवा: [1338, 272, 1483, 283]
ranveer-sub-headline: समन भेज सकती है संसदीय समिति: [1409, 1055, 1508, 1089]
green-card-sub-2: [951, 700, 1119, 1022]
britain-body-1: अमेरिका के राष्ट्रपति डोनाल्ड ट्रंप की तर्ज पर ब्रिटेन ने भी अवैध अप्रवासियों के खिलाफ बड़ी कार्रवाई शुरू कर दी है। ब्रिटिश गृह मंत्री यवेट कूपर के आदेश पर अवैध कामगारों के खिलाफ व्यापक रूप से छापेमारी की जा रही है। इस छापेमारी में भारतीय रेस्तरां, नेल बार, कार वॉश और वाणिज्यिक स्टोर निशाने पर रहे। गृह मंत्रालय ने इसे रिकॉर्ड स्तर की कार्रवाई बताया है।: [390, 1464, 544, 1580]
mob-byline: एजेंसी • नई दिल्ली: [525, 1921, 600, 1933]
history-event: [17, 1488, 193, 1514]
who-said-what-header: किसने क्या कहा: [1234, 170, 1425, 202]
lottery-article: [888, 1787, 1037, 2299]
birthday-detail: शिक्षा- एमएससी (एग्रीकल्चर): [81, 316, 175, 326]
